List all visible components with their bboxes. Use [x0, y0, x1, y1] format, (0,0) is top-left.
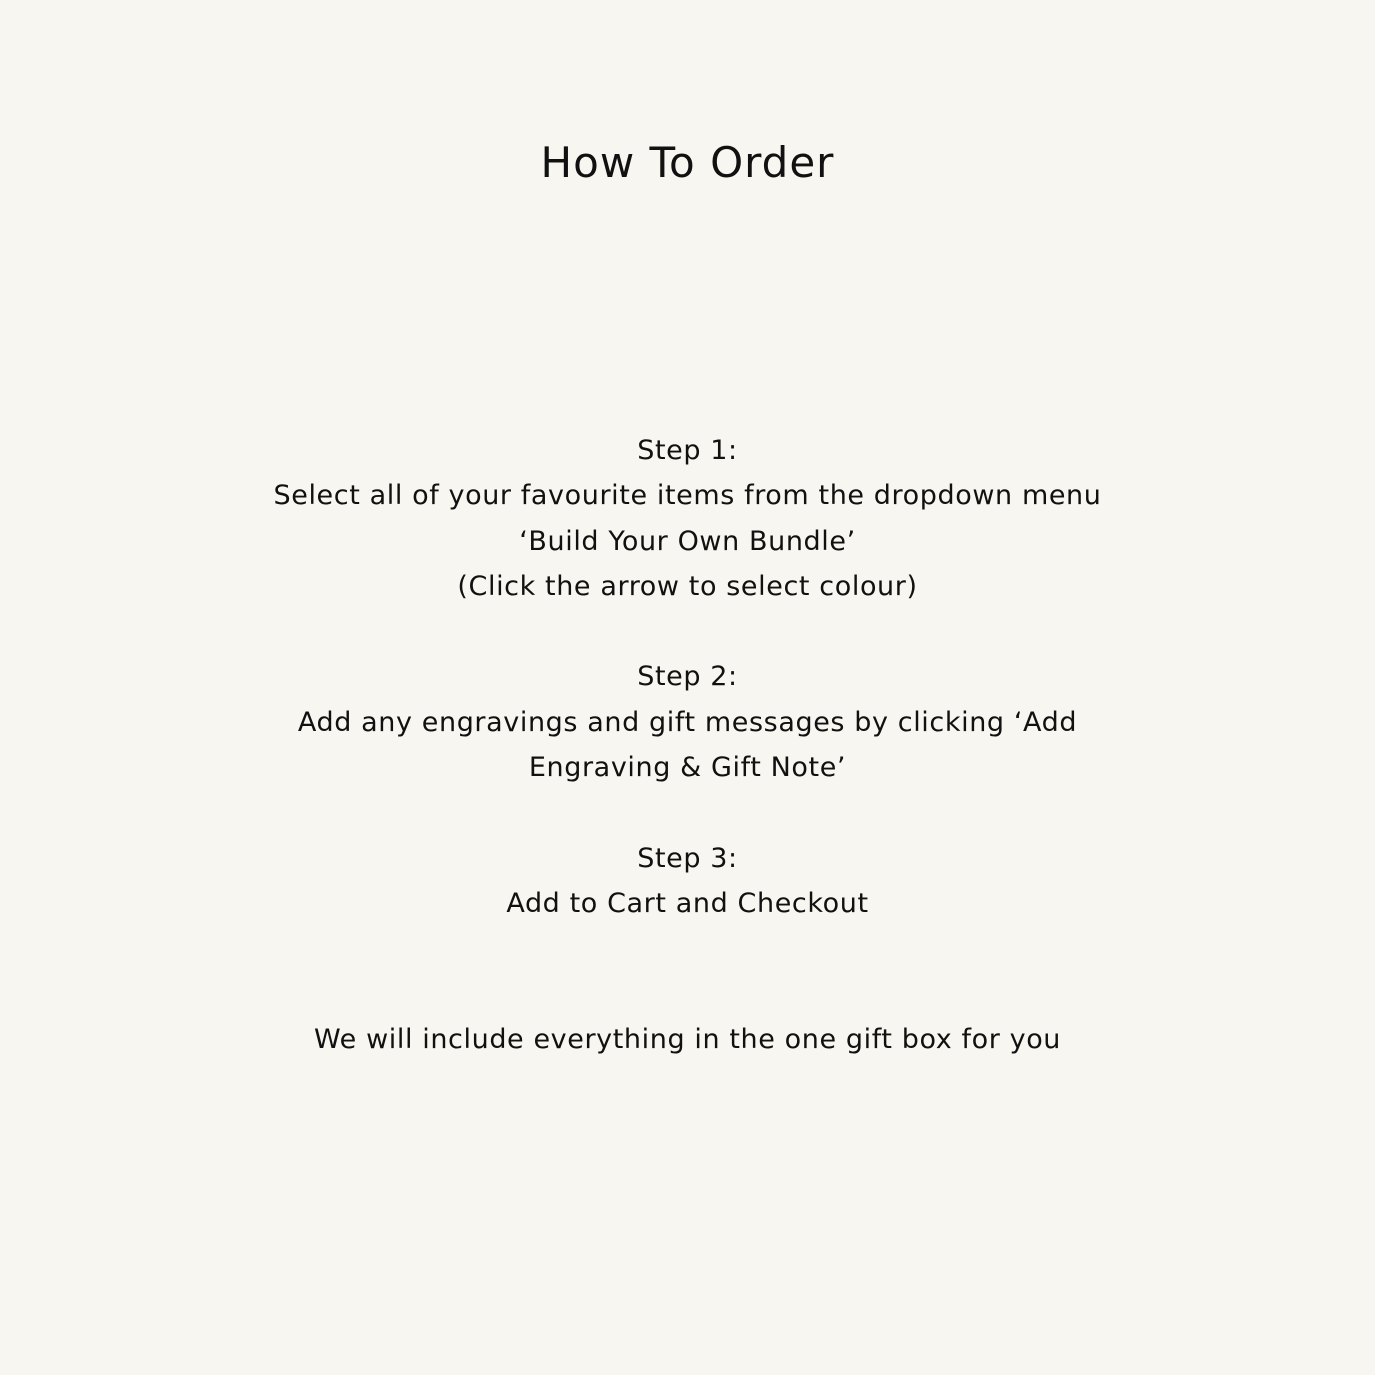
step-1-label: Step 1:: [637, 435, 738, 466]
step-3-block: [0, 836, 1375, 927]
footer-note: We will include everything in the one gift box for you: [313, 1023, 1062, 1055]
step-1-block: [0, 428, 1375, 609]
step-2-text-line-1: Add any engravings and gift messages by clicking ‘Add: [297, 706, 1078, 738]
step-3-text-line-1: Add to Cart and Checkout: [506, 887, 869, 919]
step-1-text-line-2: ‘Build Your Own Bundle’: [519, 525, 856, 557]
step-3-label: Step 3:: [637, 842, 738, 874]
spacer: [0, 609, 1375, 654]
order-instructions: [0, 428, 1375, 1062]
spacer: [0, 926, 1375, 1017]
page-title: How To Order: [540, 138, 835, 187]
step-2-block: [0, 654, 1375, 790]
spacer: [0, 790, 1375, 835]
step-1-text-line-1: Select all of your favourite items from the dropdown menu: [273, 480, 1102, 512]
step-2-text-line-2: Engraving & Gift Note’: [528, 752, 847, 784]
step-2-label: Step 2:: [637, 661, 738, 693]
step-1-text-line-3: (Click the arrow to select colour): [457, 570, 918, 602]
